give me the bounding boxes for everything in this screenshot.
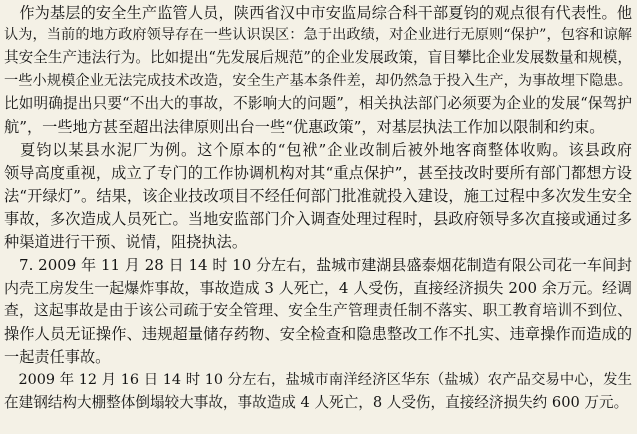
text-line: 在建钢结构大棚整体倒塌较大事故，事故造成 4 人死亡，8 人受伤，直接经济损失约 600 万元。 <box>4 394 629 411</box>
text-line: 其安全生产违法行为。比如提出“先发展后规范”的企业发展政策，盲目攀比企业发展数量和规模， <box>4 49 632 66</box>
text-line: 比如明确提出只要“不出大的事故，不影响大的问题”，相关执法部门必须要为企业的发展“保驾护 <box>4 95 632 112</box>
text-line: 查，这起事故是由于该公司疏于安全管理、安全生产管理责任制不落实、职工教育培训不到位、 <box>4 302 632 319</box>
text-line: 认为，当前的地方政府领导存在一些认识误区：急于出政绩，对企业进行无原则“保护”，包容和谅解 <box>4 27 632 43</box>
text-line: 事故，多次造成人员死亡。当地安监部门介入调查处理过程时，县政府领导多次直接或通过多 <box>4 210 632 228</box>
text-line: 内壳工房发生一起爆炸事故，事故造成 3 人死亡，4 人受伤，直接经济损失 200 余万元。经调 <box>4 279 632 297</box>
text-line: 操作人员无证操作、违规超量储存药物、安全检查和隐患整改工作不扎实、违章操作而造成的 <box>4 325 632 343</box>
text-line: 领导高度重视，成立了专门的工作协调机构对其“重点保护”，甚至技改时要所有部门都想方设 <box>4 164 632 182</box>
text-line: 夏钧以某县水泥厂为例。这个原本的“包袱”企业改制后被外地客商整体收购。该县政府 <box>4 141 632 159</box>
text-line: 7. 2009 年 11 月 28 日 14 时 10 分左右，盐城市建湖县盛泰烟花制造有限公司花一车间封 <box>4 256 632 274</box>
text-line: 法“开绿灯”。结果，该企业技改项目不经任何部门批准就投入建设，施工过程中多次发生安全 <box>4 187 632 205</box>
text-line: 种渠道进行干预、说情，阻挠执法。 <box>4 233 247 251</box>
text-line: 作为基层的安全生产监管人员，陕西省汉中市安监局综合科干部夏钧的观点很有代表性。他 <box>4 4 632 22</box>
text-line: 航”，一些地方甚至超出法律原则出台一些“优惠政策”，对基层执法工作加以限制和约束。 <box>4 118 605 136</box>
text-line: 一起责任事故。 <box>4 348 111 366</box>
text-line: 2009 年 12 月 16 日 14 时 10 分左右，盐城市南洋经济区华东（盐城）农产品交易中心，发生 <box>4 372 632 388</box>
text-line: 一些小规模企业无法完成技术改造，安全生产基本条件差，却仍然急于投入生产，为事故埋下隐患。 <box>4 73 632 89</box>
